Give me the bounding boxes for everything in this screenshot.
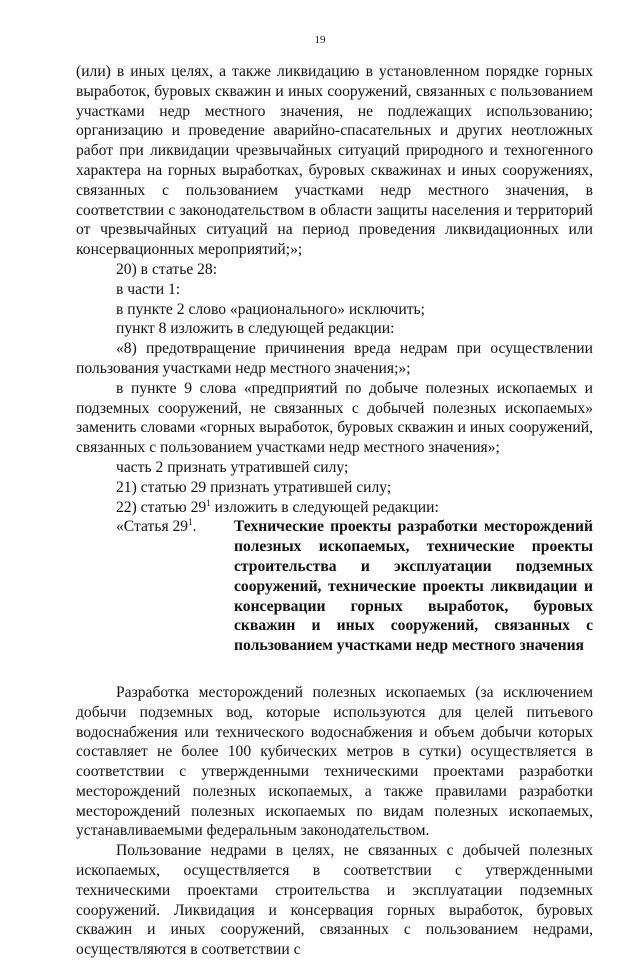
part-2: часть 2 признать утратившей силу; bbox=[116, 458, 349, 476]
document-body bbox=[76, 62, 593, 960]
point-9: в пункте 9 слова «предприятий по добыче полезных ископаемых и подземных сооружений, не связанных с добычей полезных ископаемых» заменить словами «горных выработок, буровых скважин и иных сооружений, связанных с пользованием участками недр местного значения»; bbox=[76, 379, 593, 457]
item-22-sup: 1 bbox=[206, 497, 211, 508]
item-22 bbox=[76, 498, 593, 518]
point-2: в пункте 2 слово «рационального» исключить; bbox=[116, 300, 425, 318]
page-number: 19 bbox=[314, 34, 326, 46]
item-22-suffix: изложить в следующей редакции: bbox=[210, 498, 439, 516]
item-22-prefix: 22) статью 29 bbox=[116, 498, 207, 516]
item-20: 20) в статье 28: bbox=[116, 260, 218, 278]
part-1: в части 1: bbox=[116, 280, 181, 298]
article-label: «Статья $29^1$. bbox=[116, 517, 197, 536]
article-heading bbox=[76, 517, 593, 656]
paragraph-continuation: (или) в иных целях, а также ликвидацию в установленном порядке горных выработок, буровых скважин и иных сооружений, связанных с пользованием участками недр местного значения, не подлежащих использованию; организацию и проведение аварийно-спасательных и других неотложных работ при ликвидации чрезвычайных ситуаций природного и техногенного характера на горных выработках, буровых скважинах и иных сооружениях, связанных с пользованием участками недр местного значения, в соответствии с законодательством в области защиты населения и территорий от чрезвычайных ситуаций на период проведения ликвидационных или консервационных мероприятий;»; bbox=[76, 63, 593, 259]
paragraph-development: Разработка месторождений полезных ископаемых (за исключением добычи подземных вод, которые используются для целей питьевого водоснабжения или технического водоснабжения и объем добычи которых составляет не более 100 кубических метров в сутки) осуществляется в соответствии с утвержденными техническими проектами разработки месторождений полезных ископаемых, а также правилами разработки месторождений полезных ископаемых по видам полезных ископаемых, устанавливаемыми федеральным законодательством. bbox=[76, 683, 593, 840]
item-21: 21) статью 29 признать утратившей силу; bbox=[116, 478, 392, 496]
paragraph-use: Пользование недрами в целях, не связанных с добычей полезных ископаемых, осуществляется в соответствии с утвержденными техническими проектами строительства и эксплуатации подземных сооружений. Ликвидация и консервация горных выработок, буровых скважин и иных сооружений, связанных с пользованием недрами, осуществляются в соответствии с bbox=[76, 842, 593, 959]
spacer bbox=[76, 656, 593, 683]
point-8-text: «8) предотвращение причинения вреда недрам при осуществлении пользования участками недр местного значения;»; bbox=[76, 340, 593, 377]
article-title: Технические проекты разработки месторождений полезных ископаемых, технические проекты строительства и эксплуатации подземных сооружений, технические проекты ликвидации и консервации горных выработок, буровых скважин и иных сооружений, связанных с пользованием участками недр местного значения bbox=[234, 518, 593, 655]
point-8: пункт 8 изложить в следующей редакции: bbox=[116, 320, 395, 338]
